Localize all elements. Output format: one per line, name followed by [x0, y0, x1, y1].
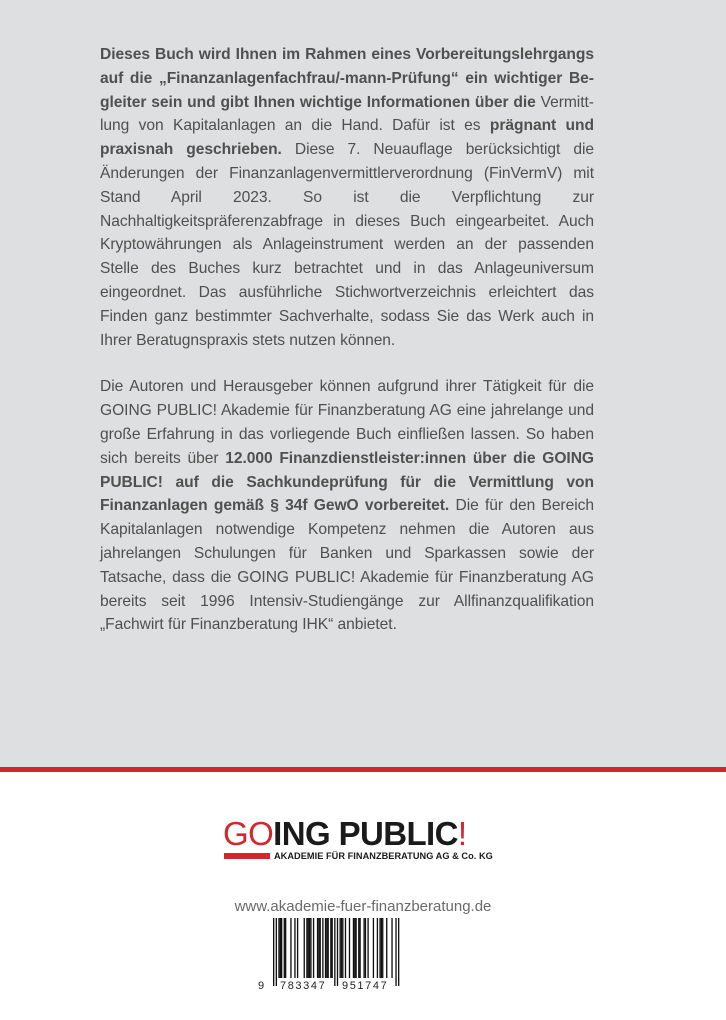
- website-url: www.akademie-fuer-finanzberatung.de: [234, 898, 492, 915]
- barcode-bar: [355, 918, 356, 978]
- barcode-right-digits: 951747: [342, 980, 389, 992]
- blurb-paragraph-1: [100, 43, 594, 352]
- barcode-left-digits: 783347: [280, 980, 327, 992]
- red-divider: [0, 767, 726, 772]
- barcode-bar: [349, 918, 350, 978]
- barcode-bar: [278, 918, 279, 978]
- barcode-bar: [342, 918, 343, 978]
- barcode-bar: [306, 918, 307, 978]
- barcode-bar: [365, 918, 366, 978]
- barcode-bar: [317, 918, 318, 978]
- barcode-bar: [358, 918, 359, 978]
- blurb-paragraph-2: [100, 375, 594, 637]
- barcode-bar: [281, 918, 282, 978]
- barcode-bar: [354, 918, 355, 978]
- barcode-bar: [373, 918, 374, 978]
- barcode-bar: [340, 918, 341, 978]
- barcode-bar: [309, 918, 310, 978]
- barcode-bar: [290, 918, 291, 978]
- logo-subtitle: AKADEMIE FÜR FINANZBERATUNG AG & Co. KG: [274, 851, 493, 861]
- barcode-bar: [320, 918, 321, 978]
- barcode-bar: [284, 918, 285, 978]
- barcode-bar: [381, 918, 382, 978]
- barcode-bar: [332, 918, 333, 978]
- barcode-bar: [308, 918, 309, 978]
- barcode-bar: [310, 918, 311, 978]
- p2-run-1: 12.000 Finanzdienstleister:innen über die GOING PUBLIC! auf die Sachkundeprüfung für die Vermittlung von Finanzanlagen gemäß § 34f GewO vorbereitet.: [100, 449, 595, 515]
- barcode-bar: [341, 918, 342, 978]
- barcode-bar: [280, 918, 281, 978]
- barcode-bar: [398, 918, 399, 986]
- barcode-bar: [330, 918, 331, 978]
- barcode-bar: [294, 918, 295, 978]
- barcode-bar: [345, 918, 346, 978]
- barcode-bar: [313, 918, 314, 978]
- barcode-bar: [377, 918, 378, 978]
- barcode-bar: [334, 918, 335, 986]
- logo-ing-public: ING PUBLIC: [273, 815, 458, 852]
- barcode-prefix-digit: 9: [258, 980, 265, 992]
- logo-red-bar: [224, 853, 270, 859]
- barcode-bar: [391, 918, 392, 978]
- logo-exclamation: !: [457, 815, 467, 852]
- barcode-bar: [395, 918, 396, 986]
- barcode-bar: [386, 918, 387, 978]
- barcode-bar: [325, 918, 326, 978]
- barcode-bar: [367, 918, 368, 978]
- barcode-bar: [273, 918, 274, 986]
- back-cover-blurb: [100, 43, 594, 637]
- publisher-logo: [223, 817, 503, 867]
- barcode-bar: [276, 918, 277, 986]
- barcode-bar: [304, 918, 305, 978]
- p1-run-2: prägnant und praxisnah geschrieben.: [100, 117, 594, 159]
- barcode-bar: [363, 918, 364, 978]
- barcode-bar: [326, 918, 327, 978]
- p1-run-1: Vermittlung von Kapitalanlagen an die Hand. Dafür ist es: [100, 93, 594, 135]
- barcode-bar: [359, 918, 360, 978]
- barcode-bar: [318, 918, 319, 978]
- barcode-bar: [285, 918, 286, 978]
- barcode-bar: [322, 918, 323, 978]
- barcode-bar: [328, 918, 329, 978]
- barcode-bar: [353, 918, 354, 978]
- barcode-bar: [382, 918, 383, 978]
- isbn-barcode: [258, 918, 408, 996]
- logo-go: GO: [223, 815, 274, 852]
- logo-wordmark: [223, 817, 466, 851]
- barcode-bar: [297, 918, 298, 978]
- p2-run-2: Die für den Bereich Kapitalanlagen notwendige Kompetenz nehmen die Autoren aus jahrelangen Schulungen für Banken und Sparkassen sowie der Tatsache, dass die GOING PUBLIC! Akademie für Finanzberatung AG bereits seit 1996 Intensiv-Studiengänge zur Allfinanzqualifikation „Fachwirt für Finanzberatung IHK“ anbietet.: [100, 497, 594, 634]
- p1-run-0: Dieses Buch wird Ihnen im Rahmen eines Vorbereitungslehrgangs auf die „Finanzanlagenfachfrau/-mann-Prüfung“ ein wichtiger Begleiter sein und gibt Ihnen wichtige Informationen über die: [100, 46, 594, 111]
- p1-run-3: Diese 7. Neuauflage berücksichtigt die Änderungen der Finanzanlagenvermittlerverordnung (FinVermV) mit Stand April 2023. So ist die Verpflichtung zur Nachhaltigkeitspräferenzabfrage in dieses Buch eingearbeitet. Auch Kryptowährungen als Anlageinstrument werden an der passenden Stelle des Buches kurz betrachtet und in das Anlageuniversum eingeordnet. Das ausführliche Stichwortverzeichnis erleichtert das Finden ganz bestimmter Sachverhalte, sodass Sie das Werk auch in Ihrer Beratugnspraxis stets nutzen können.: [100, 141, 594, 349]
- barcode-bar: [379, 918, 380, 978]
- p2-run-0: Die Autoren und Herausgeber können aufgrund ihrer Tätigkeit für die GOING PUBLIC! Akademie für Finanzberatung AG eine jahrelange und große Erfahrung in das vorliegende Buch einfließen lassen. So haben sich bereits über: [100, 378, 594, 467]
- barcode-bar: [337, 918, 338, 986]
